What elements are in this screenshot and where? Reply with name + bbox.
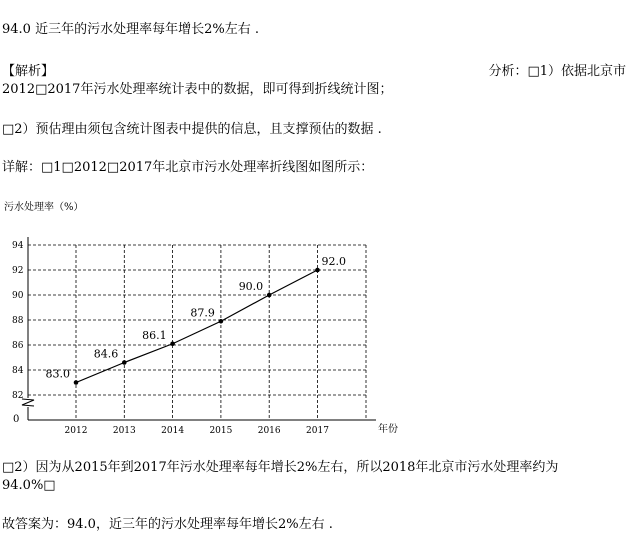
x-tick-label: 2015	[209, 426, 233, 436]
line-chart	[0, 194, 400, 444]
y-tick-label: 88	[12, 316, 24, 326]
section-label: 【解析】	[2, 64, 55, 79]
axis-break-icon	[22, 399, 34, 406]
data-label: 87.9	[190, 306, 215, 320]
data-point	[315, 268, 320, 273]
data-point	[170, 341, 175, 346]
x-tick-label: 2016	[257, 426, 281, 436]
answer-line: 故答案为：94.0，近三年的污水处理率每年增长2%左右 .	[2, 517, 333, 532]
x-tick-label: 2017	[306, 426, 329, 436]
data-point	[219, 319, 224, 324]
detail-line: 详解：□1□2012□2017年北京市污水处理率折线图如图所示：	[2, 160, 374, 175]
data-point	[267, 293, 272, 298]
series-line	[76, 270, 318, 383]
data-label: 84.6	[93, 347, 119, 361]
data-point	[74, 380, 79, 385]
reason-line-1: □2）因为从2015年到2017年污水处理率每年增长2%左右，所以2018年北京市污水处理率约为	[2, 460, 559, 475]
y-tick-label: 92	[12, 266, 24, 276]
x-tick-label: 2012	[64, 426, 88, 436]
reason-line-2: 94.0%□	[2, 478, 56, 493]
x-tick-labels	[65, 426, 330, 436]
y-tick-label: 94	[12, 241, 24, 251]
analysis-reason-line: □2）预估理由须包含统计图表中提供的信息，且支撑预估的数据 .	[2, 122, 382, 137]
previous-answer-line: 94.0 近三年的污水处理率每年增长2%左右 .	[2, 22, 259, 37]
data-point	[122, 360, 127, 365]
data-label: 90.0	[238, 280, 264, 293]
data-label: 83.0	[45, 367, 70, 381]
x-tick-label: 2013	[112, 426, 136, 436]
y-tick-label: 86	[12, 341, 24, 351]
data-label: 86.1	[142, 328, 167, 342]
y-tick-labels	[12, 241, 24, 401]
x-axis-label: 年份	[378, 424, 398, 435]
y-axis-label: 污水处理率（%）	[4, 202, 84, 213]
data-label: 92.0	[321, 255, 346, 268]
y-tick-label: 82	[12, 391, 24, 401]
y-tick-label: 84	[12, 366, 24, 376]
analysis-heading: 分析：□1）依据北京市	[488, 64, 626, 79]
x-tick-label: 2014	[161, 426, 185, 436]
origin-label: 0	[13, 414, 20, 425]
y-tick-label: 90	[12, 291, 24, 301]
analysis-line: 2012□2017年污水处理率统计表中的数据，即可得到折线统计图；	[2, 82, 393, 97]
